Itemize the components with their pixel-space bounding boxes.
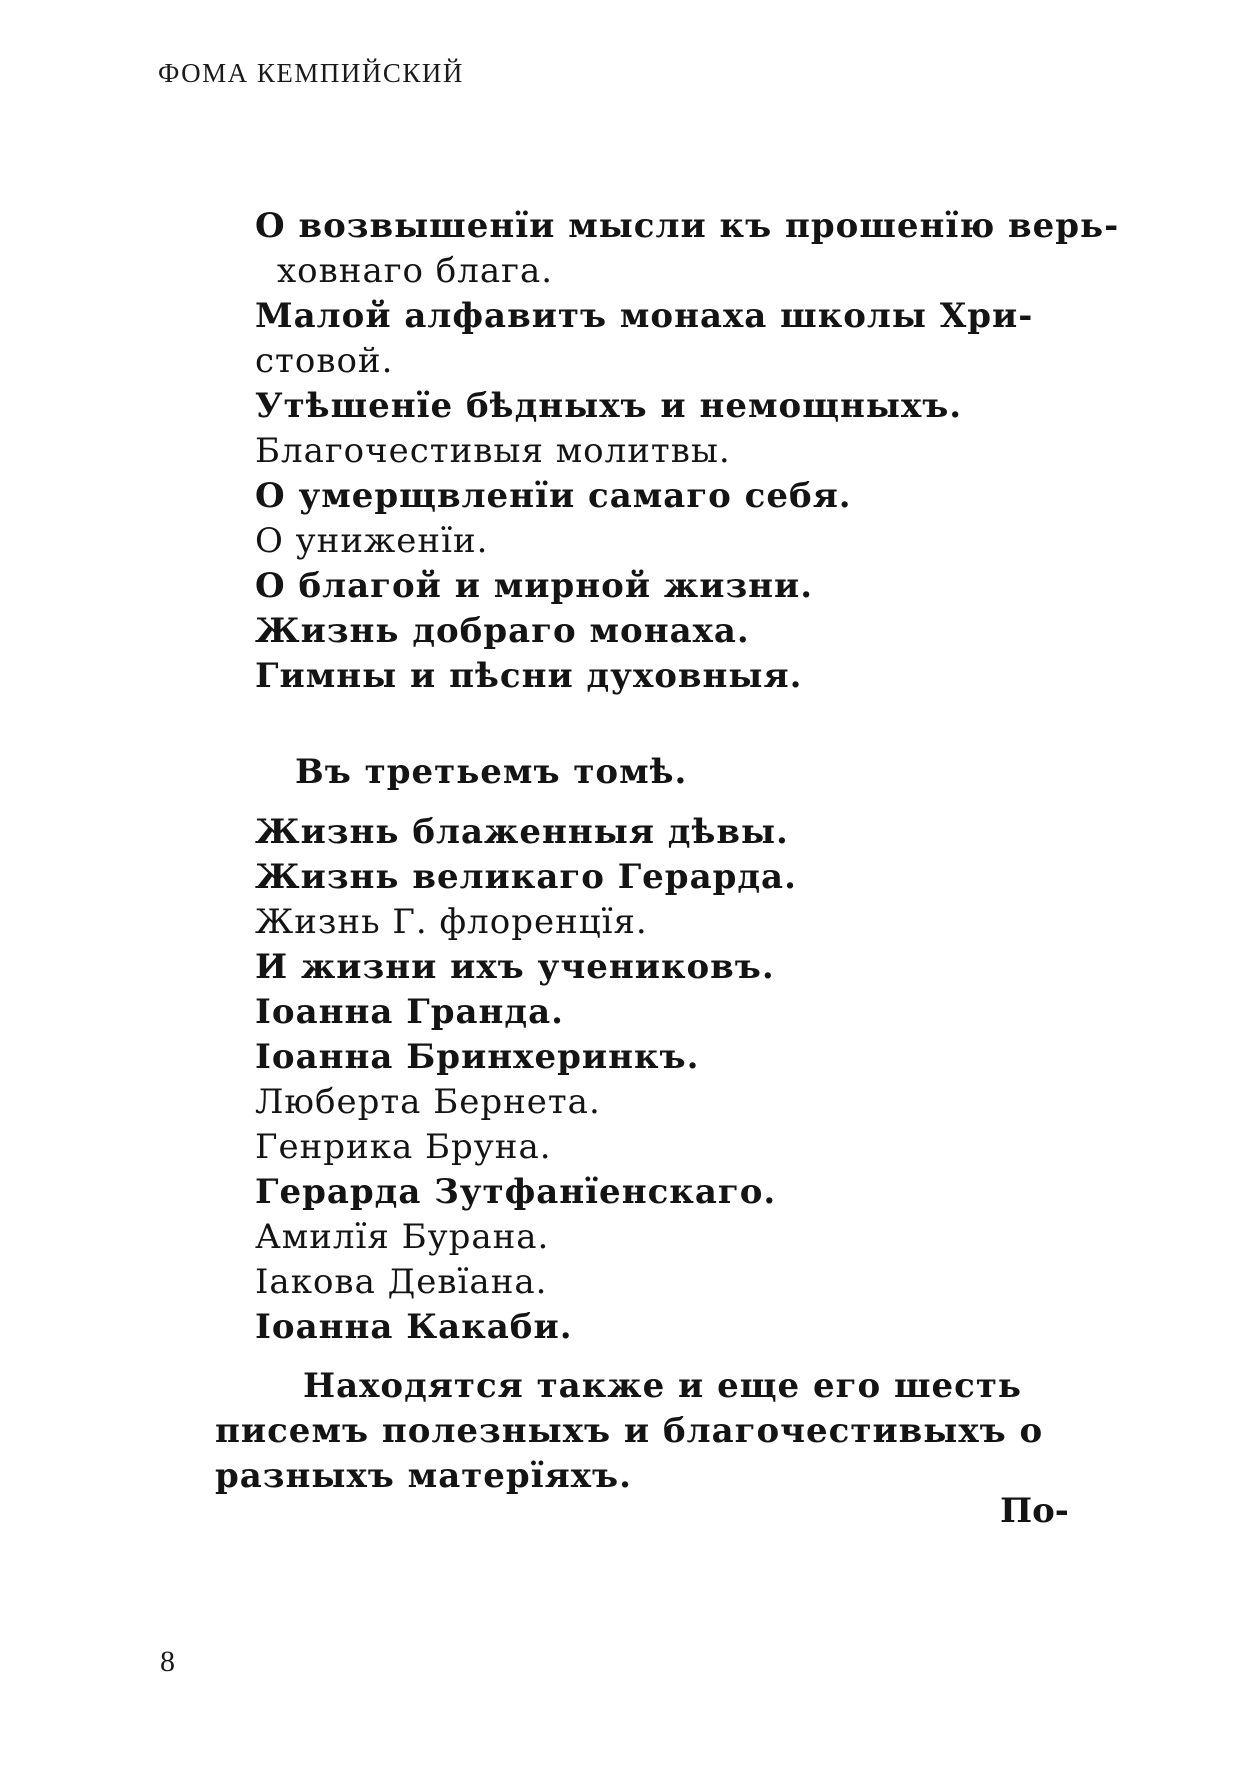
- page-body: [215, 204, 1120, 1499]
- list-item: Жизнь Г. флоренцїя.: [255, 902, 648, 942]
- list-item: Жизнь великаго Герарда.: [255, 857, 797, 897]
- list-second-volume: [255, 204, 1120, 699]
- list-item-continuation: стовой.: [255, 341, 394, 381]
- list-item: Амилїя Бурана.: [255, 1217, 550, 1257]
- paragraph-line: писемъ полезныхъ и благочестивыхъ о: [215, 1411, 1044, 1451]
- list-item: О возвышенїи мысли къ прошенїю верь-: [255, 206, 1120, 246]
- paragraph-line: разныхъ матерїяхъ.: [215, 1456, 632, 1496]
- list-item: О благой и мирной жизни.: [255, 566, 814, 606]
- running-head: ФОМА КЕМПИЙСКИЙ: [158, 58, 464, 88]
- list-item: И жизни ихъ учениковъ.: [255, 947, 775, 987]
- list-item: Малой алфавитъ монаха школы Хри-: [255, 296, 1034, 336]
- list-item: Іоанна Какаби.: [255, 1307, 573, 1347]
- list-item: Генрика Бруна.: [255, 1127, 552, 1167]
- list-item: Утѣшенїе бѣдныхъ и немощныхъ.: [255, 386, 963, 426]
- list-item: О умерщвленїи самаго себя.: [255, 476, 852, 516]
- list-item-continuation: ховнаго блага.: [277, 251, 554, 291]
- list-item: Іакова Девїана.: [255, 1262, 548, 1302]
- list-item: О униженїи.: [255, 521, 489, 561]
- closing-paragraph: [215, 1364, 1090, 1499]
- paragraph-line: Находятся также и еще его шесть: [303, 1366, 1023, 1406]
- list-third-volume: [255, 810, 1085, 1350]
- list-item: Гимны и пѣсни духовныя.: [255, 656, 803, 696]
- list-item: Люберта Бернета.: [255, 1082, 601, 1122]
- list-item: Іоанна Бринхеринкъ.: [255, 1037, 700, 1077]
- list-item: Жизнь блаженныя дѣвы.: [255, 812, 789, 852]
- list-item: Іоанна Гранда.: [255, 992, 564, 1032]
- section-heading: Въ третьемъ томѣ.: [295, 752, 688, 792]
- list-item: Герарда Зутфанїенскаго.: [255, 1172, 777, 1212]
- page-number: 8: [160, 1645, 175, 1678]
- list-item: Жизнь добраго монаха.: [255, 611, 750, 651]
- catchword: По-: [1000, 1491, 1069, 1531]
- list-item: Благочестивыя молитвы.: [255, 431, 731, 471]
